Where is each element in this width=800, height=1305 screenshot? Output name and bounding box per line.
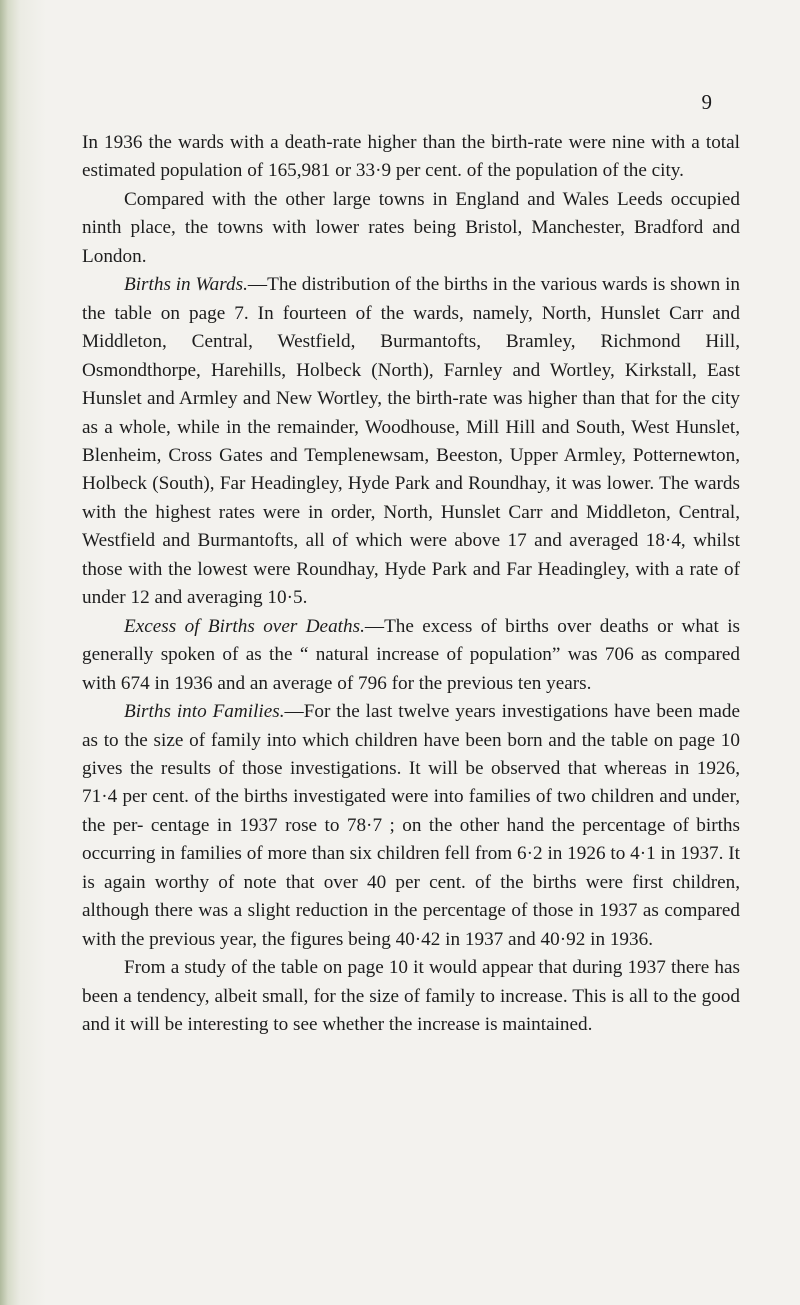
paragraph-text: From a study of the table on page 10 it would appear that during 1937 there has been a tendency, albeit small, for the size of family to increase. This is all to the good and it will be interesting to see whether the increase is maintained.: [82, 957, 740, 1036]
paragraph-excess-births: [82, 613, 740, 698]
paragraph-births-into-families: [82, 698, 740, 954]
paragraph-comparison-towns: [82, 186, 740, 271]
paragraph-text: In 1936 the wards with a death-rate higher than the birth-rate were nine with a total estimated population of 165,981 or 33·9 per cent. of the population of the city.: [82, 132, 740, 182]
paragraph-births-in-wards: [82, 271, 740, 612]
body-text: [82, 129, 740, 1040]
paragraph-family-size-trend: [82, 954, 740, 1039]
paragraph-text: —The distribution of the births in the various wards is shown in the table on page 7. In fourteen of the wards, namely, North, Hunslet Carr and Middleton, Central, Westfield, Burmantofts, Bramley, Richmond Hill, Osmondthorpe, Harehills, Holbeck (North), Farnley and Wortley, Kirkstall, East Hunslet and Armley and New Wortley, the birth-rate was higher than that for the city as a whole, while in the remainder, Woodhouse, Mill Hill and South, West Hunslet, Blenheim, Cross Gates and Templenewsam, Beeston, Upper Armley, Potternewton, Holbeck (South), Far Headingley, Hyde Park and Roundhay, it was lower. The wards with the highest rates were in order, North, Hunslet Carr and Middleton, Central, Westfield and Burmantofts, all of which were above 17 and averaged 18·4, whilst those with the lowest were Roundhay, Hyde Park and Far Headingley, with a rate of under 12 and averaging 10·5.: [82, 274, 740, 609]
paragraph-death-rate-wards: [82, 129, 740, 186]
page-binding-shadow: [0, 0, 46, 1305]
section-heading: Excess of Births over Deaths.: [124, 615, 365, 637]
section-heading: Births into Families.: [124, 701, 285, 723]
paragraph-text: Compared with the other large towns in England and Wales Leeds occupied ninth place, the towns with lower rates being Bristol, Manchester, Bradford and London.: [82, 188, 740, 267]
paragraph-text: —For the last twelve years investigations have been made as to the size of family into which children have been born and the table on page 10 gives the results of those investigations. It will be observed that whereas in 1926, 71·4 per cent. of the births investigated were into families of two children and under, the per- centage in 1937 rose to 78·7 ; on the other hand the percentage of births occurring in families of more than six children fell from 6·2 in 1926 to 4·1 in 1937. It is again worthy of note that over 40 per cent. of the births were first children, although there was a slight reduction in the percentage of those in 1937 as compared with the previous year, the figures being 40·42 in 1937 and 40·92 in 1936.: [82, 701, 741, 950]
paragraph-text: —The excess of births over deaths or what is generally spoken of as the “ natural increase of population” was 706 as compared with 674 in 1936 and an average of 796 for the previous ten years.: [82, 615, 740, 694]
section-heading: Births in Wards.: [124, 274, 248, 296]
page-number: 9: [701, 90, 712, 114]
